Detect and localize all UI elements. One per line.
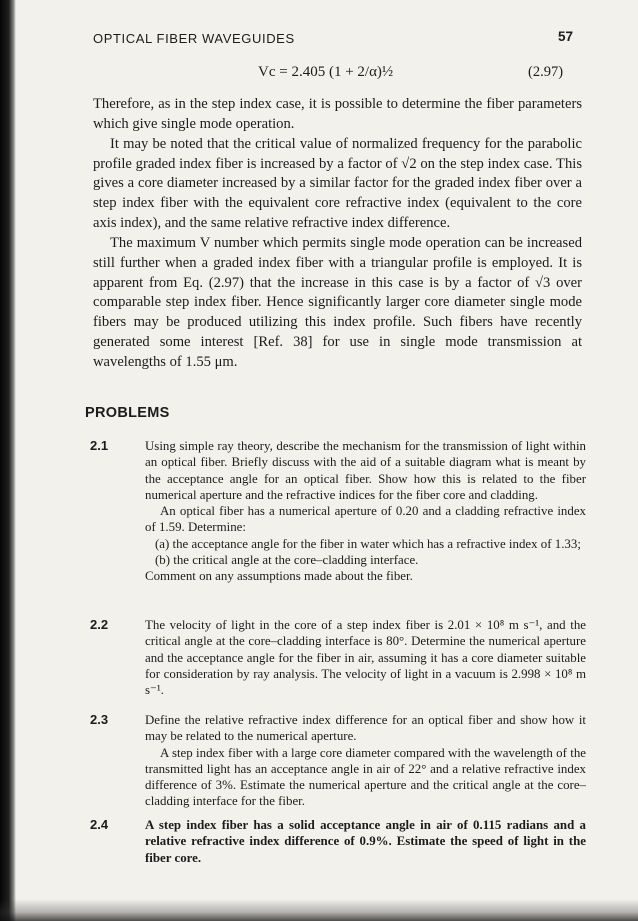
equation-number: (2.97) (528, 64, 564, 80)
problem-text (145, 438, 586, 585)
problem-paragraph: The velocity of light in the core of a step index fiber is 2.01 × 10⁸ m s⁻¹, and the critical angle at the core–cladding interface is 80°. Determine the numerical aperture and the acceptance angle for the fiber in air, assuming it has a core diameter suitable for consideration by ray analysis. The velocity of light in a vacuum is 2.998 × 10⁸ m s⁻¹. (145, 618, 586, 698)
problem-part-a: (a) the acceptance angle for the fiber in water which has a refractive index of 1.33; (155, 536, 581, 551)
book-binding-shadow (0, 0, 16, 921)
problem-number: 2.4 (90, 817, 109, 832)
problem-number: 2.2 (90, 617, 109, 632)
problem-number: 2.3 (90, 712, 109, 727)
problem-paragraph: Comment on any assumptions made about the fiber. (145, 569, 413, 584)
body-text (93, 95, 582, 373)
running-header: OPTICAL FIBER WAVEGUIDES (93, 31, 295, 46)
problems-heading: PROBLEMS (85, 405, 170, 421)
problem-part-b: (b) the critical angle at the core–cladding interface. (155, 553, 419, 568)
equation-2-97: Vc = 2.405 (1 + 2/α)½ (258, 64, 394, 80)
body-paragraph: The maximum V number which permits single mode operation can be increased still further when a graded index fiber with a triangular profile is employed. It is apparent from Eq. (2.97) that the increase in this case is by a factor of √3 over comparable step index fiber. Hence significantly larger core diameter single mode fibers may be produced utilizing this index profile. Such fibers have recently generated some interest [Ref. 38] for use in single mode transmission at wavelengths of 1.55 μm. (93, 234, 582, 370)
problem-paragraph: A step index fiber has a solid acceptance angle in air of 0.115 radians and a relative refractive index difference of 0.9%. Estimate the speed of light in the fiber core. (145, 818, 586, 865)
body-paragraph: Therefore, as in the step index case, it is possible to determine the fiber parameters which give single mode operation. (93, 96, 582, 132)
problem-paragraph: An optical fiber has a numerical aperture of 0.20 and a cladding refractive index of 1.59. Determine: (145, 504, 586, 535)
page-number: 57 (558, 29, 574, 44)
scan-bottom-shadow (0, 899, 638, 921)
problem-paragraph: A step index fiber with a large core diameter compared with the wavelength of the transmitted light has an acceptance angle in air of 22° and a relative refractive index difference of 3%. Estimate the numerical aperture and the critical angle at the core–cladding interface for the fiber. (145, 745, 586, 809)
problem-text (145, 617, 586, 698)
problem-number: 2.1 (90, 438, 109, 453)
problem-paragraph: Using simple ray theory, describe the mechanism for the transmission of light within an optical fiber. Briefly discuss with the aid of a suitable diagram what is meant by the acceptance angle for an optical fiber. Show how this is related to the fiber numerical aperture and the refractive indices for the fiber core and cladding. (145, 439, 586, 502)
problem-text (145, 712, 586, 810)
problem-paragraph: Define the relative refractive index difference for an optical fiber and show how it may be related to the numerical aperture. (145, 713, 586, 744)
body-paragraph: It may be noted that the critical value of normalized frequency for the parabolic profile graded index fiber is increased by a factor of √2 on the step index case. This gives a core diameter increased by a similar factor for the graded index fiber over a step index fiber with the equivalent core refractive index (equivalent to the core axis index), and the same relative refractive index difference. (93, 135, 582, 232)
problem-text (145, 817, 586, 866)
